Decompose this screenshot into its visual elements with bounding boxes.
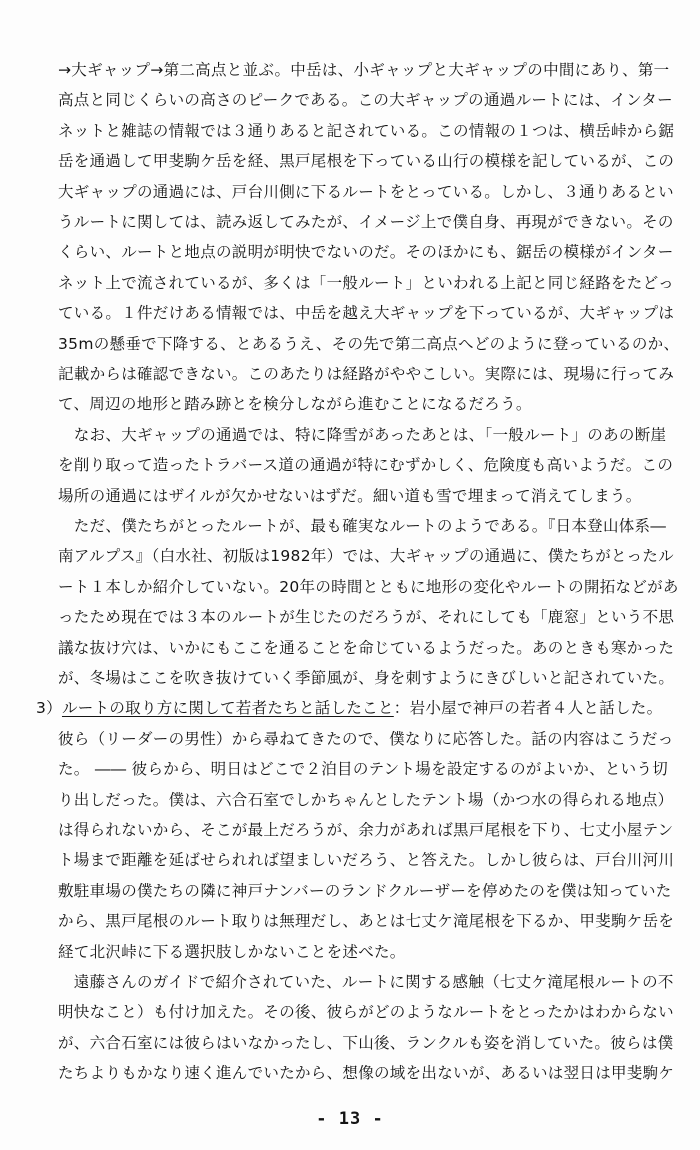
text-line: ただ、僕たちがとったルートが、最も確実なルートのようである。『日本登山体系― <box>58 517 667 535</box>
item-3-number: 3） <box>36 699 62 718</box>
text-line: た。 ―― 彼らから、明日はどこで２泊目のテント場を設定するのがよいか、という切 <box>58 760 669 779</box>
text-line: 岳を通過して甲斐駒ケ岳を経、黒戸尾根を下っている山行の模様を記しているが、この <box>58 152 675 171</box>
text-line: から、黒戸尾根のルート取りは無理だし、あとは七丈ケ滝尾根を下るか、甲斐駒ケ岳を <box>58 912 675 931</box>
text-line: 敷駐車場の僕たちの隣に神戸ナンバーのランドクルーザーを停めたのを僕は知っていた <box>58 881 672 900</box>
text-line: 議な抜け穴は、いかにもここを通ることを命じているようだった。あのときも寒かった <box>58 638 675 657</box>
text-line: ネットと雑誌の情報では３通りあると記されている。この情報の１つは、横岳峠から鋸 <box>58 121 675 140</box>
text-line: ート１本しか紹介していない。20年の時間とともに地形の変化やルートの開拓などがあ <box>58 577 679 596</box>
text-line: 記載からは確認できない。このあたりは経路がややこしい。実際には、現場に行ってみ <box>58 365 675 383</box>
text-line: ている。１件だけある情報では、中岳を越え大ギャップを下っているが、大ギャップは <box>58 304 675 323</box>
text-line: →大ギャップ→第二高点と並ぶ。中岳は、小ギャップと大ギャップの中間にあり、第一 <box>58 61 670 79</box>
text-line: くらい、ルートと地点の説明が明快でないのだ。そのほかにも、鋸岳の模様がインター <box>58 243 674 262</box>
text-line: うルートに関しては、読み返してみたが、イメージ上で僕自身、再現ができない。その <box>58 213 674 231</box>
text-line: 高点と同じくらいの高さのピークである。この大ギャップの通過ルートには、インター <box>58 91 673 110</box>
text-line: ト場まで距離を延ばせられれば望ましいだろう、と答えた。しかし彼らは、戸台川河川 <box>58 851 675 870</box>
text-line: が、六合石室には彼らはいなかったし、下山後、ランクルも姿を消していた。彼らは僕 <box>58 1033 674 1052</box>
text-line: たちよりもかなり速く進んでいたから、想像の域を出ないが、あるいは翌日は甲斐駒ケ <box>58 1064 675 1083</box>
text-line: て、周辺の地形と踏み跡とを検分しながら進むことになるだろう。 <box>58 395 532 414</box>
text-line: 35mの懸垂で下降する、とあるうえ、その先で第二高点へどのように登っているのか、 <box>58 334 680 353</box>
text-line: 経て北沢峠に下る選択肢しかないことを述べた。 <box>58 942 406 961</box>
text-line: 遠藤さんのガイドで紹介されていた、ルートに関する感触（七丈ケ滝尾根ルートの不 <box>58 973 674 991</box>
text-line: ネット上で流されているが、多くは「一般ルート」といわれる上記と同じ経路をたどっ <box>58 273 674 292</box>
item-3-heading: ルートの取り方に関して若者たちと話したこと <box>61 699 394 718</box>
text-line: を削り取って造ったトラバース道の通過が特にむずかしく、危険度も高いようだ。この <box>58 456 674 475</box>
text-line: 明快なこと）も付け加えた。その後、彼らがどのようなルートをとったかはわからない <box>58 1003 674 1022</box>
item-3-heading-rest: ：岩小屋で神戸の若者４人と話した。 <box>393 699 663 718</box>
page-number: - 13 - <box>316 1109 384 1130</box>
text-line: は得られないから、そこが最上だろうが、余力があれば黒戸尾根を下り、七丈小屋テン <box>58 821 674 839</box>
text-line: 大ギャップの通過には、戸台川側に下るルートをとっている。しかし、３通りあるとい <box>58 182 674 201</box>
text-line: 彼ら（リーダーの男性）から尋ねてきたので、僕なりに応答した。話の内容はこうだっ <box>58 729 674 748</box>
text-line: なお、大ギャップの通過では、特に降雪があったあとは、「一般ルート」のあの断崖 <box>58 425 667 444</box>
text-line: ったため現在では３本のルートが生じたのだろうが、それにしても「鹿窓」という不思 <box>58 608 675 627</box>
text-line: り出しだった。僕は、六合石室でしかちゃんとしたテント場（かつ水の得られる地点） <box>58 790 674 809</box>
text-line: 場所の通過にはザイルが欠かせないはずだ。細い道も雪で埋まって消えてしまう。 <box>58 486 642 505</box>
text-line: 南アルプス』（白水社、初版は1982年）では、大ギャップの通過に、僕たちがとったル <box>58 547 674 566</box>
item-3-heading-line <box>36 698 662 718</box>
text-line: が、冬場はここを吹き抜けていく季節風が、身を刺すようにきびしいと記されていた。 <box>58 669 675 687</box>
